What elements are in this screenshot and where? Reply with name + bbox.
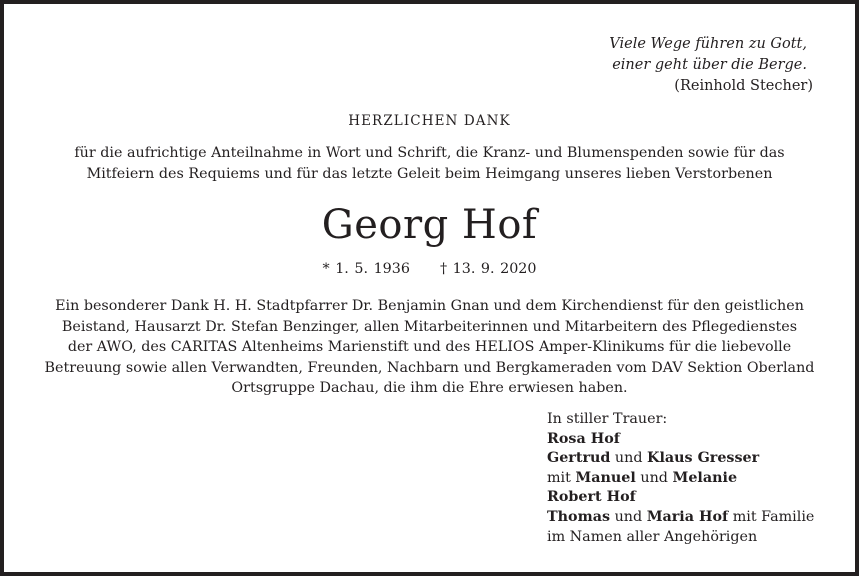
mourner-row — [547, 449, 814, 469]
special-thanks-paragraph — [0, 296, 859, 399]
special-thanks-line: Beistand, Hausarzt Dr. Stefan Benzinger, allen Mitarbeiterinnen und Mitarbeitern des Pflegedienstes — [61, 318, 798, 335]
notice-heading: HERZLICHEN DANK — [348, 113, 511, 129]
thanks-line: Mitfeiern des Requiems und für das letzte Geleit beim Heimgang unseres lieben Verstorbenen — [86, 165, 773, 182]
connector-text: mit — [547, 469, 571, 486]
life-dates — [0, 259, 859, 279]
death-date: † 13. 9. 2020 — [439, 261, 537, 277]
mourner-name: Manuel — [575, 469, 636, 486]
deceased-name: Georg Hof — [321, 202, 538, 248]
mourners-intro: In stiller Trauer: — [547, 411, 668, 427]
quote-line-2: einer geht über die Berge. — [612, 57, 807, 73]
mourner-name: Robert Hof — [547, 489, 636, 506]
mourners-closing: im Namen aller Angehörigen — [547, 528, 758, 545]
thanks-paragraph — [0, 143, 859, 184]
connector-text: mit Familie — [732, 508, 815, 525]
quote-line-1: Viele Wege führen zu Gott, — [609, 36, 807, 52]
mourner-row — [547, 430, 814, 450]
special-thanks-line: Ein besonderer Dank H. H. Stadtpfarrer Dr. Benjamin Gnan und dem Kirchendienst für den geistlichen — [55, 298, 804, 314]
mourner-name: Melanie — [672, 469, 738, 486]
birth-date: * 1. 5. 1936 — [322, 261, 410, 277]
mourners-block — [547, 410, 814, 547]
mourner-name: Rosa Hof — [547, 430, 620, 447]
connector-text: und — [614, 450, 643, 467]
mourner-row — [547, 508, 814, 528]
special-thanks-line: der AWO, des CARITAS Altenheims Marienstift und des HELIOS Amper-Klinikums für die liebevolle — [67, 339, 792, 356]
special-thanks-line: Betreuung sowie allen Verwandten, Freunden, Nachbarn und Bergkameraden vom DAV Sektion Oberland — [44, 359, 815, 376]
connector-text: und — [640, 469, 668, 486]
special-thanks-line: Ortsgruppe Dachau, die ihm die Ehre erwiesen haben. — [231, 380, 628, 397]
mourner-name: Thomas — [547, 508, 611, 525]
mourner-row — [547, 469, 814, 489]
thanks-line: für die aufrichtige Anteilnahme in Wort und Schrift, die Kranz- und Blumenspenden sowie für das — [74, 145, 785, 161]
mourner-name: Klaus Gresser — [647, 450, 760, 467]
connector-text: und — [614, 508, 643, 525]
mourner-name: Gertrud — [547, 450, 611, 467]
mourner-name: Maria Hof — [646, 508, 729, 525]
quote-author: (Reinhold Stecher) — [674, 78, 813, 94]
epigraph-quote — [609, 34, 813, 97]
mourner-row — [547, 488, 814, 508]
